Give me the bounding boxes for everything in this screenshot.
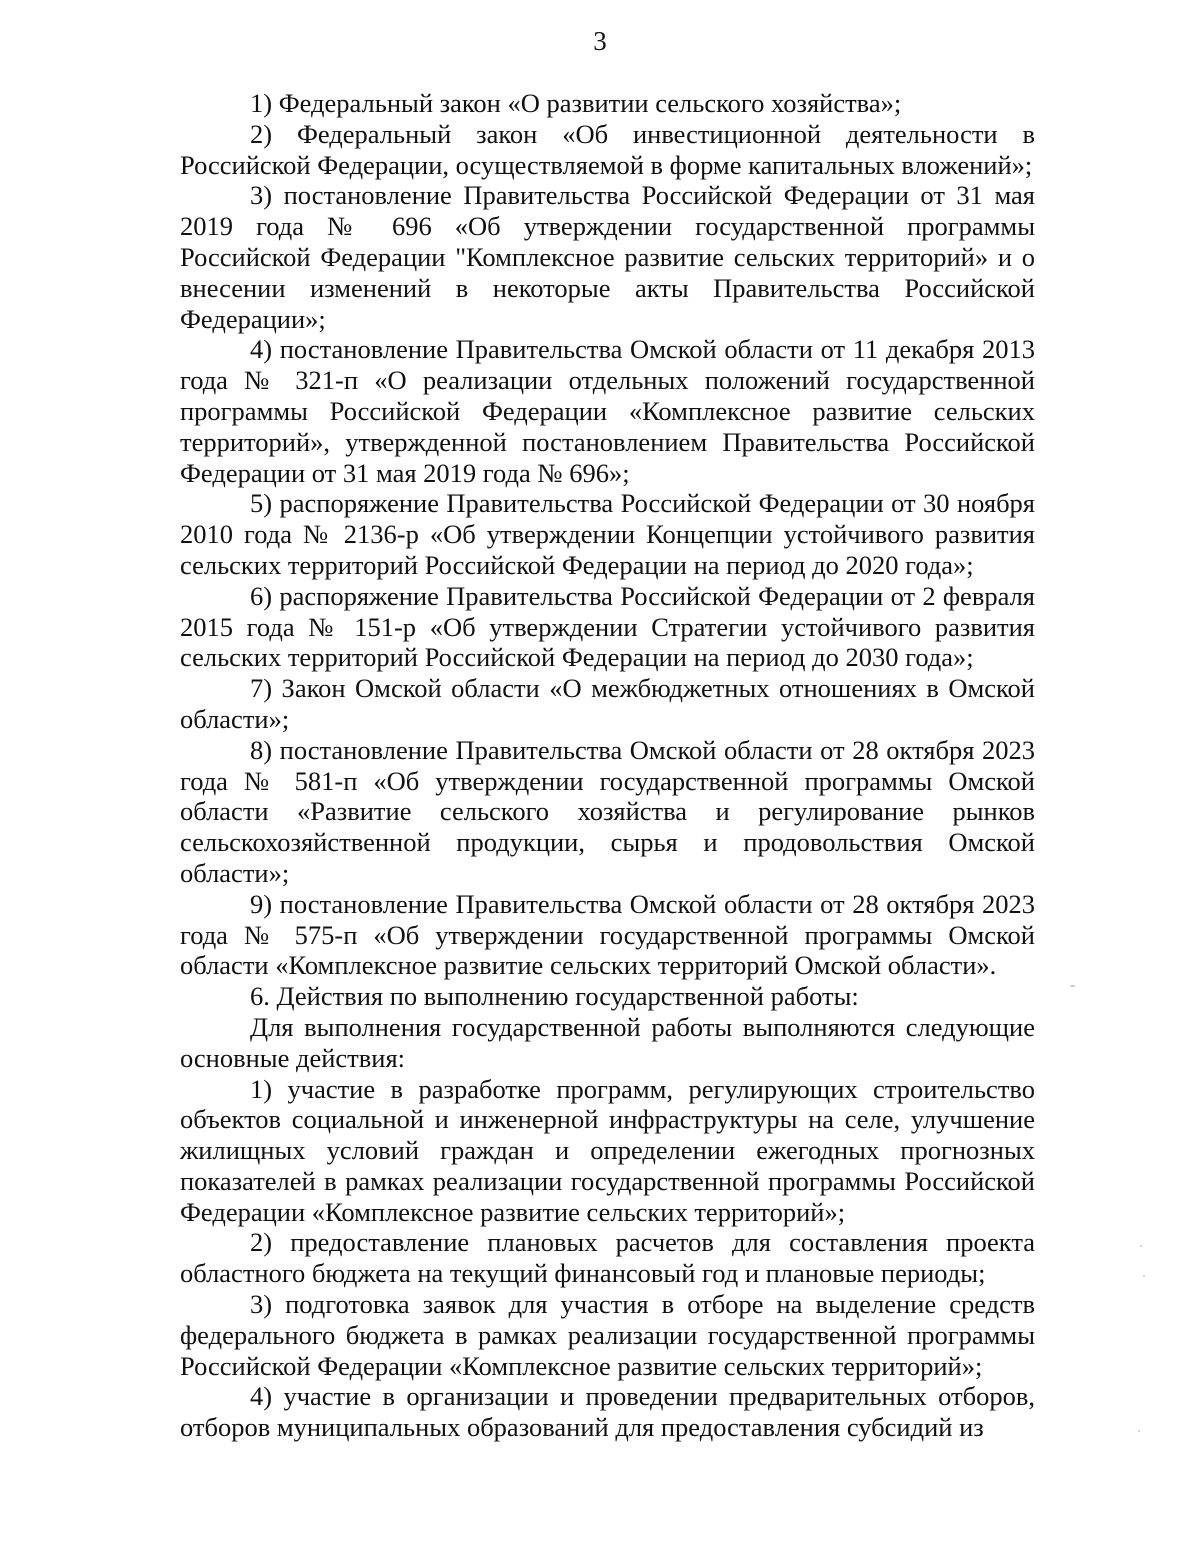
scan-speck (1140, 1245, 1142, 1247)
section-heading-actions: 6. Действия по выполнению государственной работы: (250, 981, 859, 1012)
scan-speck (1138, 1430, 1140, 1432)
list-item-omsk-law-budget: 7) Закон Омской области «О межбюджетных отношениях в Омской области»; (180, 673, 1035, 734)
list-item-government-resolution-696: 3) постановление Правительства Российской Федерации от 31 мая 2019 года № 696 «Об утверждении государственной программы Российской Федерации "Комплексное развитие сельских территорий» и о внесении изменений в некоторые акты Правительства Российской Федерации»; (180, 180, 1035, 334)
list-item-federal-law-agriculture: 1) Федеральный закон «О развитии сельского хозяйства»; (250, 88, 902, 118)
section-intro: Для выполнения государственной работы выполняются следующие основные действия: (180, 1011, 1035, 1073)
list-item-omsk-resolution-321: 4) постановление Правительства Омской области от 11 декабря 2013 года № 321-п «О реализации отдельных положений государственной программы Российской Федерации «Комплексное развитие сельских территорий», утвержденной постановлением Правительства Российской Федерации от 31 мая 2019 года № 696»; (180, 334, 1035, 488)
action-item-2: 2) предоставление плановых расчетов для составления проекта областного бюджета на текущий финансовый год и плановые периоды; (180, 1227, 1035, 1289)
action-item-3: 3) подготовка заявок для участия в отборе на выделение средств федерального бюджета в рамках реализации государственной программы Российской Федерации «Комплексное развитие сельских территорий»; (180, 1289, 1035, 1381)
list-item-federal-law-investment: 2) Федеральный закон «Об инвестиционной деятельности в Российской Федерации, осуществляемой в форме капитальных вложений»; (180, 118, 1035, 180)
list-item-omsk-resolution-575: 9) постановление Правительства Омской области от 28 октября 2023 года № 575-п «Об утверждении государственной программы Омской области «Комплексное развитие сельских территорий Омской области». (180, 888, 1035, 981)
list-item-order-2136: 5) распоряжение Правительства Российской Федерации от 30 ноября 2010 года № 2136-р «Об утверждении Концепции устойчивого развития сельских территорий Российской Федерации на период до 2020 года»; (180, 488, 1035, 580)
action-item-4: 4) участие в организации и проведении предварительных отборов, отборов муниципальных образований для предоставления субсидий из (180, 1381, 1035, 1443)
document-body (180, 88, 1035, 1443)
action-item-1: 1) участие в разработке программ, регулирующих строительство объектов социальной и инженерной инфраструктуры на селе, улучшение жилищных условий граждан и определении ежегодных прогнозных показателей в рамках реализации государственной программы Российской Федерации «Комплексное развитие сельских территорий»; (180, 1073, 1035, 1227)
scan-speck (1143, 1275, 1145, 1277)
page-number: 3 (593, 26, 607, 56)
list-item-omsk-resolution-581: 8) постановление Правительства Омской области от 28 октября 2023 года № 581-п «Об утверждении государственной программы Омской области «Развитие сельского хозяйства и регулирование рынков сельскохозяйственной продукции, сырья и продовольствия Омской области»; (180, 734, 1035, 888)
scan-speck (1070, 985, 1075, 987)
list-item-order-151: 6) распоряжение Правительства Российской Федерации от 2 февраля 2015 года № 151-р «Об утверждении Стратегии устойчивого развития сельских территорий Российской Федерации на период до 2030 года»; (180, 580, 1035, 673)
